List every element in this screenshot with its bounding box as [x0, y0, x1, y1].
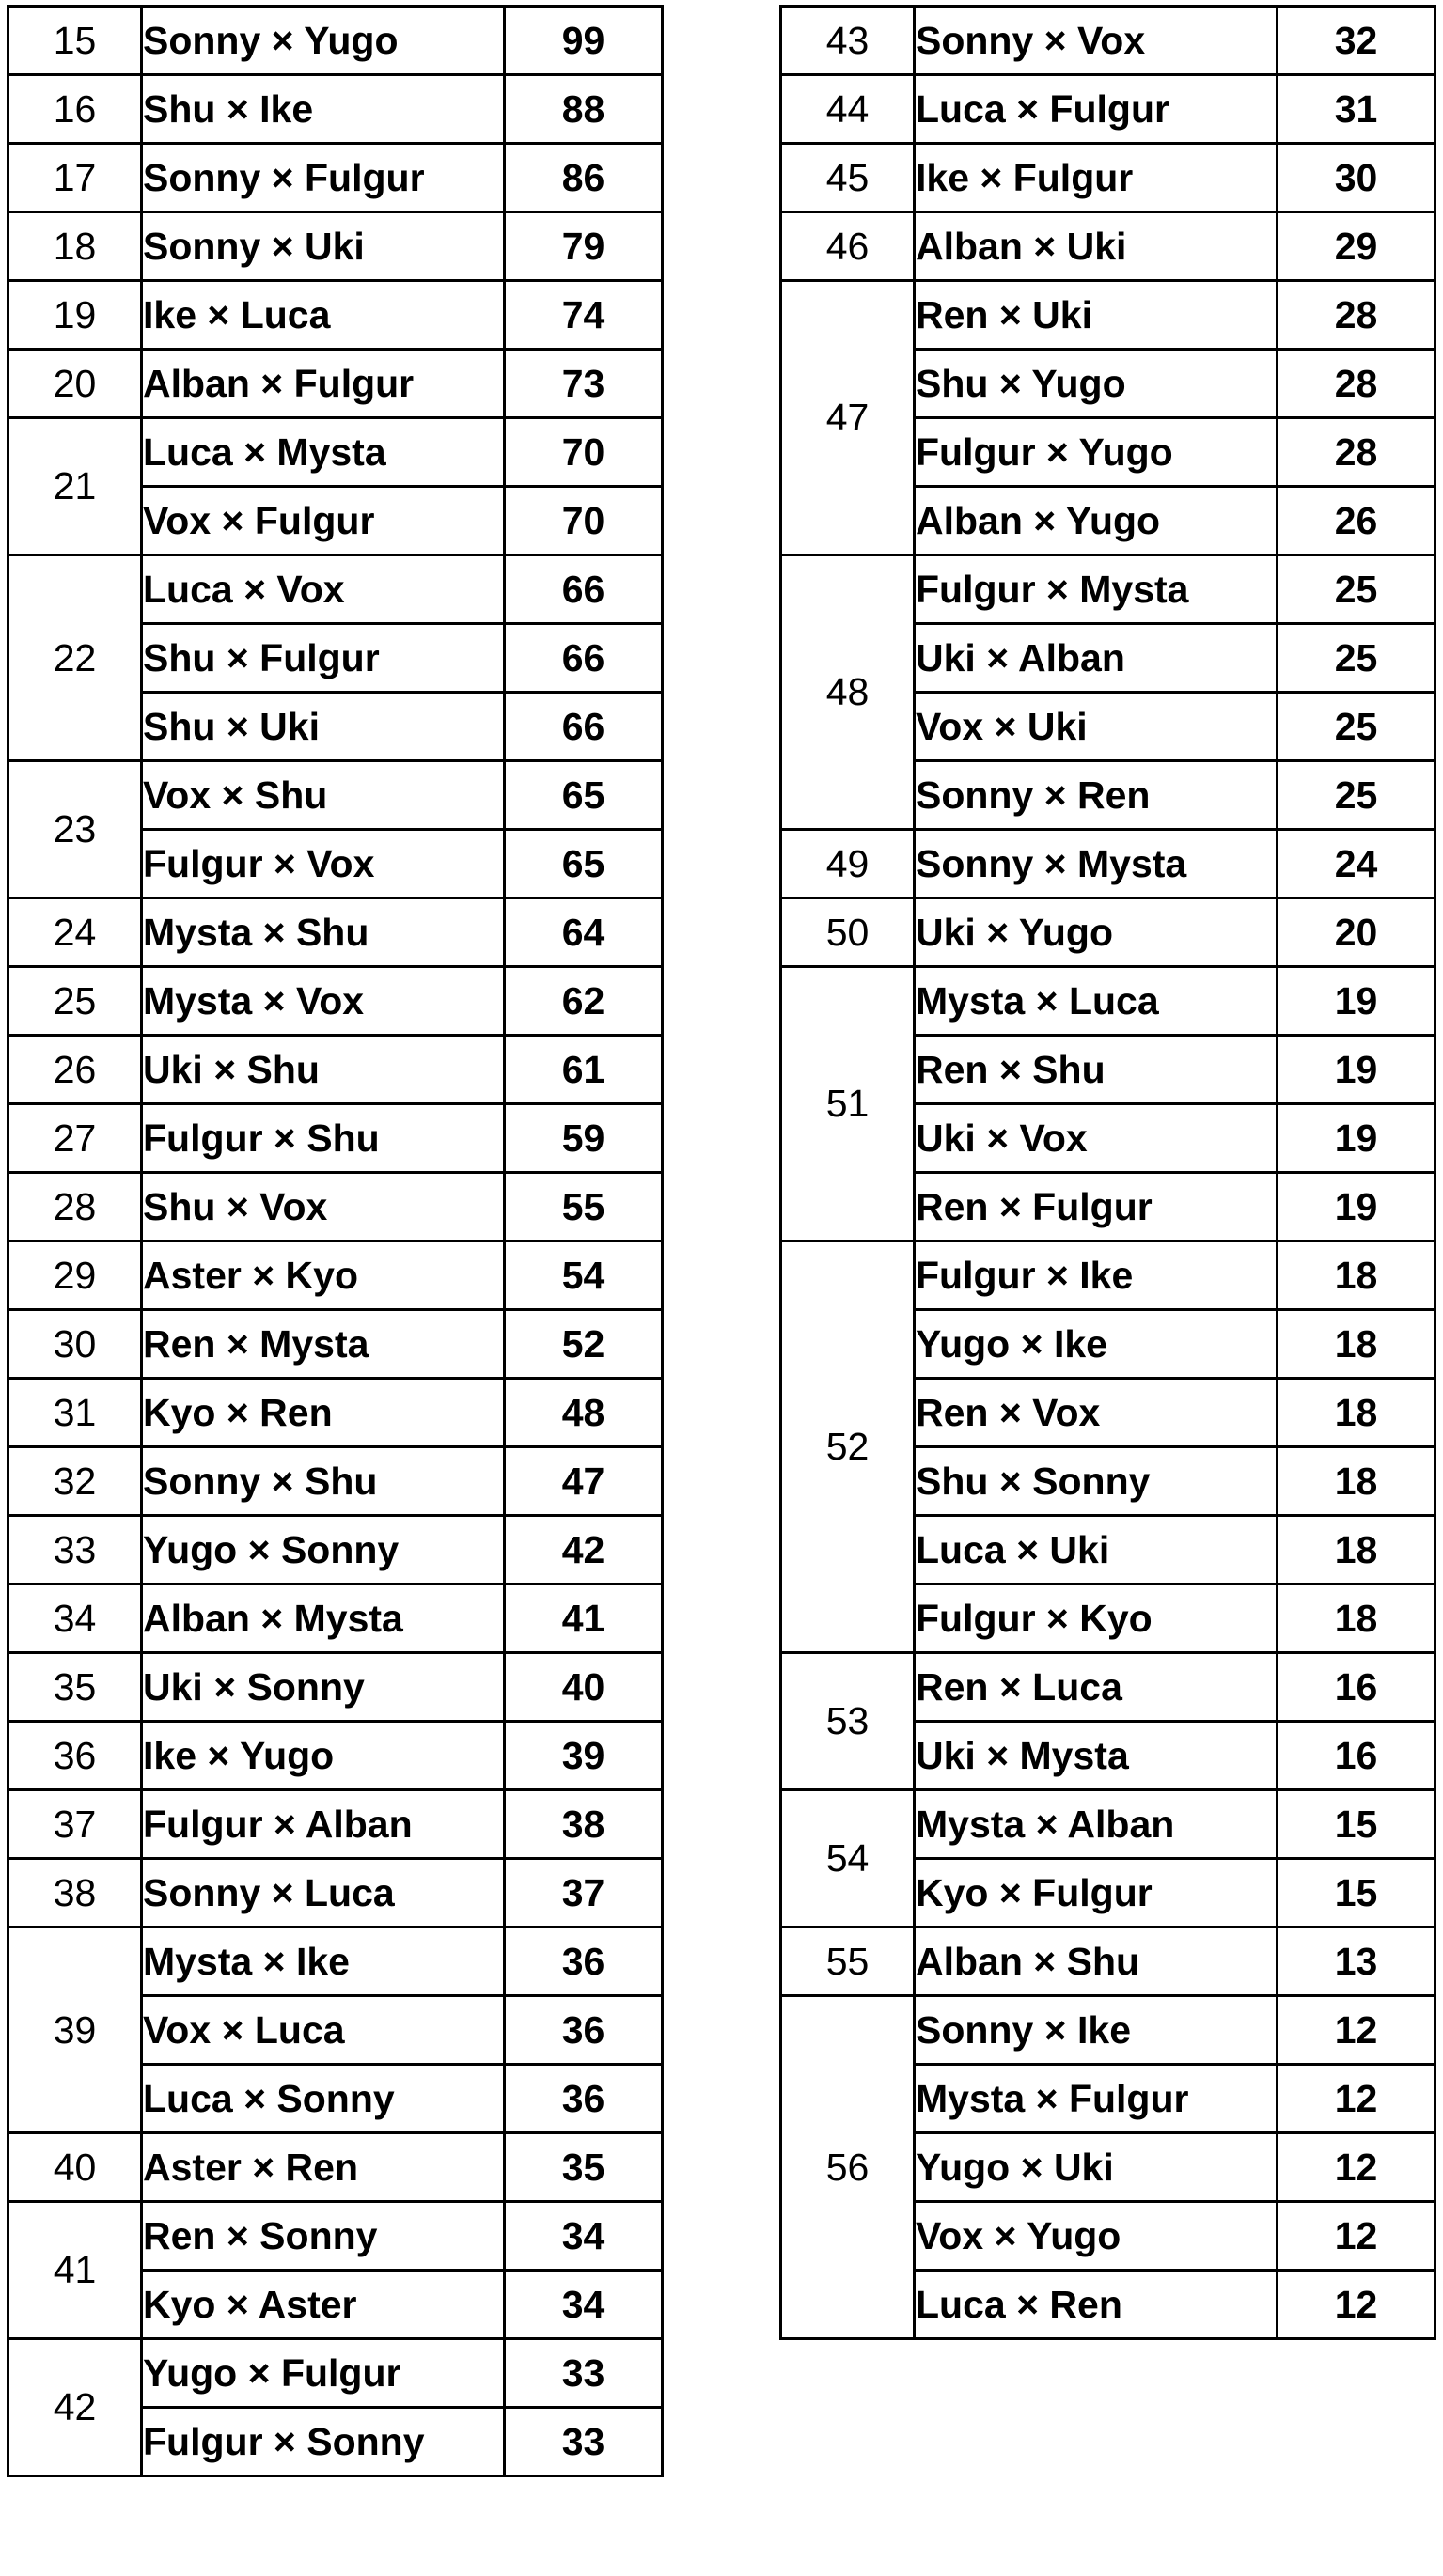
pair-cell: Alban × Fulgur	[142, 350, 505, 418]
pair-cell: Ren × Luca	[915, 1653, 1278, 1722]
count-cell: 36	[505, 1928, 663, 1996]
rank-cell: 42	[8, 2339, 142, 2476]
table-row	[8, 1036, 663, 1104]
rank-cell: 39	[8, 1928, 142, 2133]
count-cell: 18	[1278, 1310, 1435, 1379]
count-cell: 41	[505, 1585, 663, 1653]
count-cell: 28	[1278, 350, 1435, 418]
count-cell: 34	[505, 2271, 663, 2339]
rank-cell: 40	[8, 2133, 142, 2202]
count-cell: 59	[505, 1104, 663, 1173]
table-row	[781, 967, 1435, 1036]
table-row	[8, 1928, 663, 1996]
table-row	[8, 418, 663, 487]
pair-cell: Sonny × Ike	[915, 1996, 1278, 2065]
pair-cell: Ren × Vox	[915, 1379, 1278, 1447]
pair-cell: Fulgur × Sonny	[142, 2408, 505, 2476]
table-row	[8, 1173, 663, 1241]
count-cell: 36	[505, 2065, 663, 2133]
pair-cell: Vox × Fulgur	[142, 487, 505, 555]
pair-cell: Uki × Vox	[915, 1104, 1278, 1173]
count-cell: 79	[505, 212, 663, 281]
table-row	[781, 830, 1435, 898]
pair-cell: Yugo × Fulgur	[142, 2339, 505, 2408]
table-row	[8, 1653, 663, 1722]
table-row	[8, 555, 663, 624]
pair-cell: Fulgur × Kyo	[915, 1585, 1278, 1653]
count-cell: 24	[1278, 830, 1435, 898]
rank-cell: 17	[8, 144, 142, 212]
rank-cell: 34	[8, 1585, 142, 1653]
count-cell: 42	[505, 1516, 663, 1585]
pair-cell: Fulgur × Ike	[915, 1241, 1278, 1310]
table-row	[8, 1310, 663, 1379]
table-row	[8, 2339, 663, 2408]
count-cell: 70	[505, 487, 663, 555]
count-cell: 16	[1278, 1653, 1435, 1722]
rank-cell: 20	[8, 350, 142, 418]
rank-cell: 49	[781, 830, 915, 898]
count-cell: 32	[1278, 7, 1435, 75]
table-row	[781, 75, 1435, 144]
table-row	[8, 7, 663, 75]
count-cell: 38	[505, 1790, 663, 1859]
table-row	[8, 898, 663, 967]
pair-cell: Sonny × Uki	[142, 212, 505, 281]
pair-cell: Ren × Sonny	[142, 2202, 505, 2271]
rank-cell: 53	[781, 1653, 915, 1790]
pair-cell: Shu × Fulgur	[142, 624, 505, 693]
pair-cell: Yugo × Uki	[915, 2133, 1278, 2202]
count-cell: 55	[505, 1173, 663, 1241]
count-cell: 28	[1278, 281, 1435, 350]
pair-cell: Fulgur × Yugo	[915, 418, 1278, 487]
pair-cell: Alban × Yugo	[915, 487, 1278, 555]
rank-cell: 25	[8, 967, 142, 1036]
pair-cell: Ren × Shu	[915, 1036, 1278, 1104]
pair-cell: Sonny × Mysta	[915, 830, 1278, 898]
pair-cell: Luca × Uki	[915, 1516, 1278, 1585]
count-cell: 12	[1278, 2202, 1435, 2271]
table-row	[8, 75, 663, 144]
table-row	[8, 212, 663, 281]
count-cell: 99	[505, 7, 663, 75]
pair-cell: Fulgur × Alban	[142, 1790, 505, 1859]
count-cell: 19	[1278, 1036, 1435, 1104]
pair-cell: Sonny × Shu	[142, 1447, 505, 1516]
count-cell: 19	[1278, 1104, 1435, 1173]
pair-cell: Sonny × Ren	[915, 761, 1278, 830]
pair-cell: Uki × Mysta	[915, 1722, 1278, 1790]
count-cell: 18	[1278, 1516, 1435, 1585]
pair-cell: Kyo × Fulgur	[915, 1859, 1278, 1928]
pair-cell: Alban × Uki	[915, 212, 1278, 281]
count-cell: 73	[505, 350, 663, 418]
pair-cell: Alban × Shu	[915, 1928, 1278, 1996]
pair-cell: Mysta × Ike	[142, 1928, 505, 1996]
rank-cell: 51	[781, 967, 915, 1241]
count-cell: 20	[1278, 898, 1435, 967]
pair-cell: Ren × Mysta	[142, 1310, 505, 1379]
rank-cell: 24	[8, 898, 142, 967]
count-cell: 12	[1278, 1996, 1435, 2065]
count-cell: 66	[505, 555, 663, 624]
count-cell: 31	[1278, 75, 1435, 144]
table-row	[781, 144, 1435, 212]
rank-cell: 48	[781, 555, 915, 830]
count-cell: 65	[505, 761, 663, 830]
pair-cell: Kyo × Ren	[142, 1379, 505, 1447]
table-row	[781, 1928, 1435, 1996]
pair-cell: Kyo × Aster	[142, 2271, 505, 2339]
rank-cell: 18	[8, 212, 142, 281]
rank-cell: 28	[8, 1173, 142, 1241]
count-cell: 66	[505, 693, 663, 761]
rank-cell: 33	[8, 1516, 142, 1585]
pair-cell: Shu × Uki	[142, 693, 505, 761]
pair-cell: Ike × Fulgur	[915, 144, 1278, 212]
table-row	[781, 1996, 1435, 2065]
count-cell: 74	[505, 281, 663, 350]
pair-cell: Sonny × Yugo	[142, 7, 505, 75]
table-row	[8, 144, 663, 212]
pair-cell: Yugo × Ike	[915, 1310, 1278, 1379]
pair-cell: Uki × Sonny	[142, 1653, 505, 1722]
count-cell: 25	[1278, 693, 1435, 761]
count-cell: 30	[1278, 144, 1435, 212]
count-cell: 18	[1278, 1379, 1435, 1447]
table-row	[8, 967, 663, 1036]
pair-cell: Mysta × Vox	[142, 967, 505, 1036]
count-cell: 48	[505, 1379, 663, 1447]
rank-cell: 38	[8, 1859, 142, 1928]
count-cell: 66	[505, 624, 663, 693]
pair-cell: Mysta × Shu	[142, 898, 505, 967]
count-cell: 26	[1278, 487, 1435, 555]
pair-cell: Vox × Yugo	[915, 2202, 1278, 2271]
count-cell: 88	[505, 75, 663, 144]
table-row	[8, 761, 663, 830]
table-row	[8, 1585, 663, 1653]
table-row	[8, 1447, 663, 1516]
ranking-table-left-body	[8, 7, 663, 2476]
count-cell: 33	[505, 2408, 663, 2476]
count-cell: 16	[1278, 1722, 1435, 1790]
table-row	[8, 1859, 663, 1928]
pair-cell: Sonny × Luca	[142, 1859, 505, 1928]
pair-cell: Fulgur × Vox	[142, 830, 505, 898]
pair-cell: Yugo × Sonny	[142, 1516, 505, 1585]
count-cell: 12	[1278, 2133, 1435, 2202]
rank-cell: 21	[8, 418, 142, 555]
count-cell: 70	[505, 418, 663, 487]
count-cell: 12	[1278, 2065, 1435, 2133]
pair-cell: Luca × Vox	[142, 555, 505, 624]
count-cell: 62	[505, 967, 663, 1036]
count-cell: 15	[1278, 1859, 1435, 1928]
count-cell: 25	[1278, 624, 1435, 693]
table-row	[8, 1722, 663, 1790]
pair-cell: Ike × Yugo	[142, 1722, 505, 1790]
count-cell: 18	[1278, 1447, 1435, 1516]
table-row	[781, 281, 1435, 350]
pair-cell: Fulgur × Shu	[142, 1104, 505, 1173]
ranking-table-left	[7, 5, 664, 2477]
count-cell: 37	[505, 1859, 663, 1928]
rank-cell: 23	[8, 761, 142, 898]
count-cell: 13	[1278, 1928, 1435, 1996]
rank-cell: 32	[8, 1447, 142, 1516]
rank-cell: 56	[781, 1996, 915, 2339]
table-row	[8, 350, 663, 418]
pair-cell: Luca × Fulgur	[915, 75, 1278, 144]
pair-cell: Ren × Fulgur	[915, 1173, 1278, 1241]
table-row	[781, 1241, 1435, 1310]
table-row	[8, 2133, 663, 2202]
pair-cell: Aster × Ren	[142, 2133, 505, 2202]
rank-cell: 31	[8, 1379, 142, 1447]
pair-cell: Vox × Luca	[142, 1996, 505, 2065]
rank-cell: 44	[781, 75, 915, 144]
count-cell: 18	[1278, 1241, 1435, 1310]
rank-cell: 45	[781, 144, 915, 212]
table-row	[781, 1790, 1435, 1859]
table-row	[781, 7, 1435, 75]
count-cell: 29	[1278, 212, 1435, 281]
rank-cell: 26	[8, 1036, 142, 1104]
pair-cell: Fulgur × Mysta	[915, 555, 1278, 624]
rank-cell: 16	[8, 75, 142, 144]
count-cell: 64	[505, 898, 663, 967]
pair-cell: Uki × Alban	[915, 624, 1278, 693]
pair-cell: Vox × Uki	[915, 693, 1278, 761]
rank-cell: 30	[8, 1310, 142, 1379]
table-row	[781, 898, 1435, 967]
count-cell: 65	[505, 830, 663, 898]
pair-cell: Alban × Mysta	[142, 1585, 505, 1653]
count-cell: 25	[1278, 761, 1435, 830]
pair-cell: Luca × Ren	[915, 2271, 1278, 2339]
rank-cell: 52	[781, 1241, 915, 1653]
table-row	[8, 1790, 663, 1859]
pair-cell: Luca × Sonny	[142, 2065, 505, 2133]
rank-cell: 19	[8, 281, 142, 350]
count-cell: 18	[1278, 1585, 1435, 1653]
count-cell: 19	[1278, 1173, 1435, 1241]
pair-cell: Mysta × Luca	[915, 967, 1278, 1036]
table-row	[8, 2202, 663, 2271]
pair-cell: Ren × Uki	[915, 281, 1278, 350]
rank-cell: 36	[8, 1722, 142, 1790]
pair-cell: Shu × Ike	[142, 75, 505, 144]
table-row	[8, 1104, 663, 1173]
pair-cell: Mysta × Fulgur	[915, 2065, 1278, 2133]
table-row	[8, 1516, 663, 1585]
count-cell: 86	[505, 144, 663, 212]
table-row	[8, 1379, 663, 1447]
count-cell: 61	[505, 1036, 663, 1104]
count-cell: 39	[505, 1722, 663, 1790]
rank-cell: 55	[781, 1928, 915, 1996]
pair-cell: Shu × Sonny	[915, 1447, 1278, 1516]
count-cell: 54	[505, 1241, 663, 1310]
count-cell: 34	[505, 2202, 663, 2271]
table-row	[8, 281, 663, 350]
count-cell: 33	[505, 2339, 663, 2408]
rank-cell: 47	[781, 281, 915, 555]
count-cell: 52	[505, 1310, 663, 1379]
count-cell: 28	[1278, 418, 1435, 487]
table-row	[781, 212, 1435, 281]
count-cell: 40	[505, 1653, 663, 1722]
rank-cell: 41	[8, 2202, 142, 2339]
pair-cell: Uki × Yugo	[915, 898, 1278, 967]
pair-cell: Vox × Shu	[142, 761, 505, 830]
table-row	[781, 555, 1435, 624]
pair-cell: Sonny × Fulgur	[142, 144, 505, 212]
rank-cell: 27	[8, 1104, 142, 1173]
rank-cell: 43	[781, 7, 915, 75]
pair-cell: Mysta × Alban	[915, 1790, 1278, 1859]
count-cell: 36	[505, 1996, 663, 2065]
pair-cell: Luca × Mysta	[142, 418, 505, 487]
pair-cell: Aster × Kyo	[142, 1241, 505, 1310]
count-cell: 47	[505, 1447, 663, 1516]
count-cell: 35	[505, 2133, 663, 2202]
rank-cell: 29	[8, 1241, 142, 1310]
count-cell: 25	[1278, 555, 1435, 624]
rank-cell: 46	[781, 212, 915, 281]
count-cell: 12	[1278, 2271, 1435, 2339]
ranking-table-right-body	[781, 7, 1435, 2339]
count-cell: 19	[1278, 967, 1435, 1036]
count-cell: 15	[1278, 1790, 1435, 1859]
rank-cell: 15	[8, 7, 142, 75]
pair-cell: Shu × Yugo	[915, 350, 1278, 418]
ranking-table-right	[779, 5, 1436, 2340]
rank-cell: 22	[8, 555, 142, 761]
rank-cell: 50	[781, 898, 915, 967]
rank-cell: 37	[8, 1790, 142, 1859]
pair-cell: Ike × Luca	[142, 281, 505, 350]
rank-cell: 35	[8, 1653, 142, 1722]
table-row	[8, 1241, 663, 1310]
pair-cell: Uki × Shu	[142, 1036, 505, 1104]
table-row	[781, 1653, 1435, 1722]
pair-cell: Sonny × Vox	[915, 7, 1278, 75]
rank-cell: 54	[781, 1790, 915, 1928]
pair-cell: Shu × Vox	[142, 1173, 505, 1241]
